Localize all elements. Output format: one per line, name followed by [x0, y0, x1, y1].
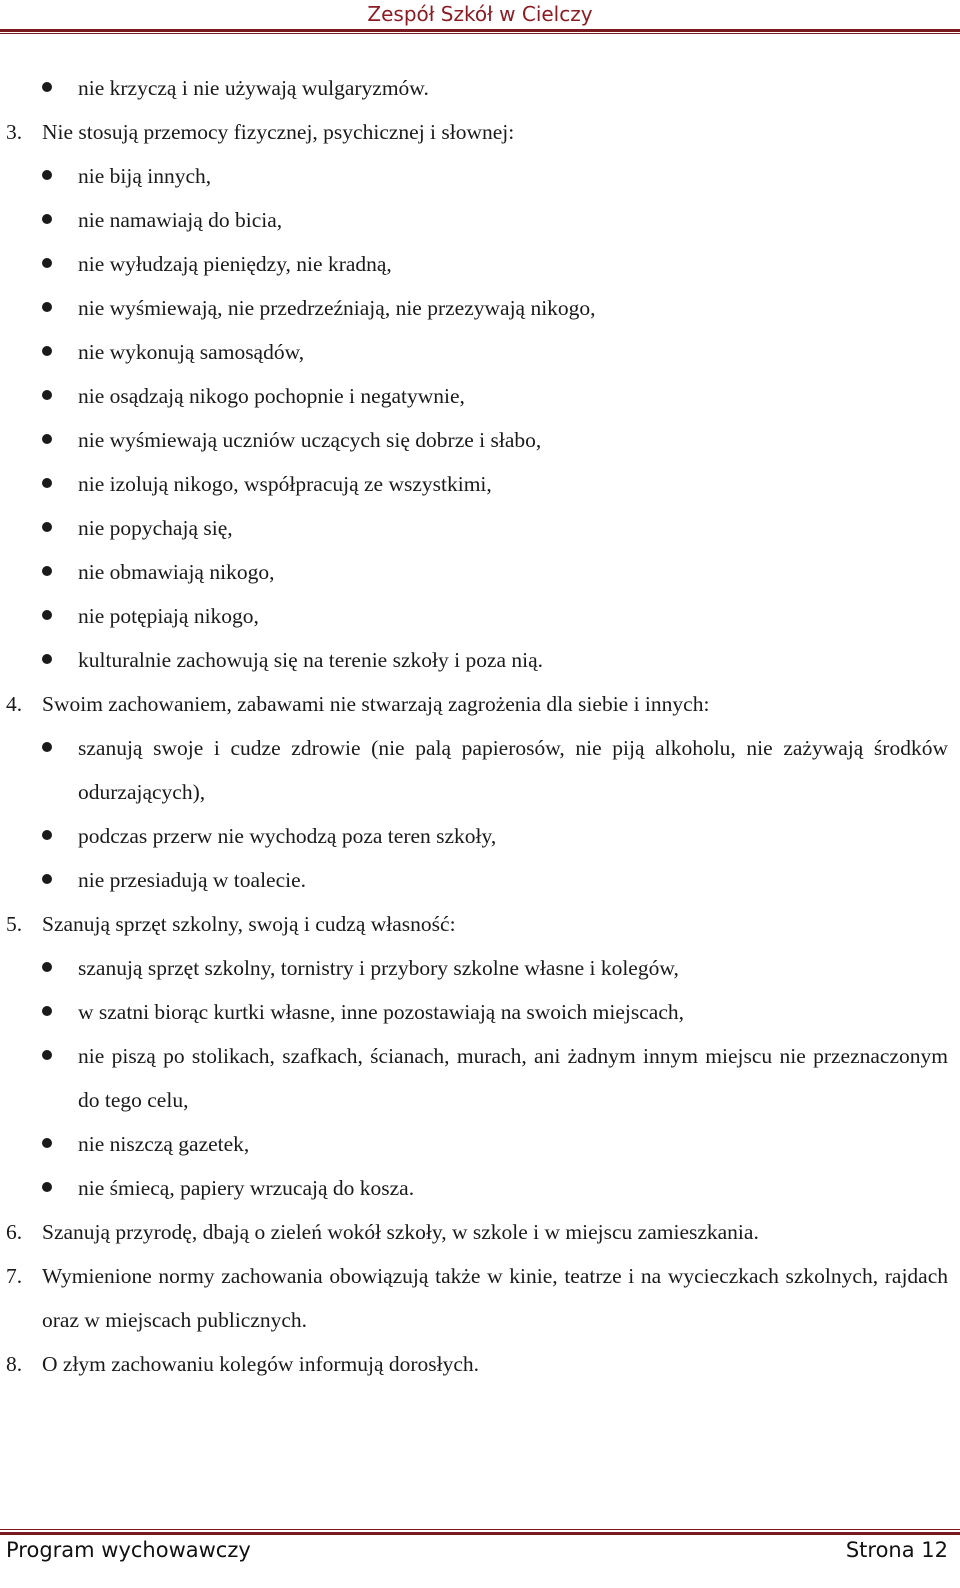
header-title: Zespół Szkół w Cielczy — [367, 2, 593, 26]
numbered-item-4 — [0, 682, 948, 726]
footer-rule — [0, 1532, 960, 1535]
list-item-text: nie krzyczą i nie używają wulgaryzmów. — [78, 76, 429, 100]
bullet-icon — [42, 566, 52, 576]
list-item — [0, 1034, 948, 1122]
item-number: 3. — [6, 120, 23, 144]
list-item — [0, 242, 948, 286]
list-item-text: podczas przerw nie wychodzą poza teren szkoły, — [78, 824, 497, 848]
numbered-item-text: Wymienione normy zachowania obowiązują także w kinie, teatrze i na wycieczkach szkolnych, rajdach oraz w miejscach publicznych. — [42, 1264, 948, 1332]
bullet-icon — [42, 434, 52, 444]
list-item-text: nie wyśmiewają, nie przedrzeźniają, nie przezywają nikogo, — [78, 296, 596, 320]
bullet-icon — [42, 654, 52, 664]
item-number: 8. — [6, 1352, 23, 1376]
list-item-text: nie niszczą gazetek, — [78, 1132, 250, 1156]
header-rule — [0, 29, 960, 32]
list-item — [0, 638, 948, 682]
header-rule-thin — [0, 33, 960, 34]
numbered-item-5 — [0, 902, 948, 946]
list-item-text: nie obmawiają nikogo, — [78, 560, 275, 584]
list-item — [0, 506, 948, 550]
bullet-icon — [42, 346, 52, 356]
list-item — [0, 990, 948, 1034]
list-item-text: nie namawiają do bicia, — [78, 208, 283, 232]
list-item — [0, 550, 948, 594]
list-item-text: nie wyśmiewają uczniów uczących się dobrze i słabo, — [78, 428, 542, 452]
bullet-icon — [42, 478, 52, 488]
bullet-icon — [42, 1006, 52, 1016]
list-item-text: nie śmiecą, papiery wrzucają do kosza. — [78, 1176, 415, 1200]
item-number: 7. — [6, 1264, 23, 1288]
list-item-text: szanują sprzęt szkolny, tornistry i przybory szkolne własne i kolegów, — [78, 956, 679, 980]
footer-document-title: Program wychowawczy — [6, 1538, 251, 1562]
list-item — [0, 726, 948, 814]
bullet-icon — [42, 830, 52, 840]
list-item — [0, 154, 948, 198]
list-item — [0, 858, 948, 902]
numbered-item-3 — [0, 110, 948, 154]
list-item-text: nie wyłudzają pieniędzy, nie kradną, — [78, 252, 392, 276]
list-item — [0, 286, 948, 330]
list-item — [0, 198, 948, 242]
list-item — [0, 594, 948, 638]
list-item — [0, 1122, 948, 1166]
list-item — [0, 66, 948, 110]
list-item-text: w szatni biorąc kurtki własne, inne pozostawiają na swoich miejscach, — [78, 1000, 684, 1024]
list-item-text: nie biją innych, — [78, 164, 212, 188]
list-item-text: nie przesiadują w toalecie. — [78, 868, 307, 892]
list-item-text: nie popychają się, — [78, 516, 233, 540]
list-item-text: nie potępiają nikogo, — [78, 604, 259, 628]
list-item-text: nie wykonują samosądów, — [78, 340, 305, 364]
list-item-text: kulturalnie zachowują się na terenie szkoły i poza nią. — [78, 648, 544, 672]
bullet-icon — [42, 170, 52, 180]
bullet-icon — [42, 1182, 52, 1192]
list-item — [0, 814, 948, 858]
list-item-text: szanują swoje i cudze zdrowie (nie palą papierosów, nie piją alkoholu, nie zażywają środków odurzających), — [78, 736, 948, 804]
bullet-icon — [42, 302, 52, 312]
page-header — [0, 0, 960, 34]
list-item — [0, 330, 948, 374]
numbered-item-7 — [0, 1254, 948, 1342]
list-item — [0, 374, 948, 418]
item-number: 4. — [6, 692, 23, 716]
list-item-text: nie osądzają nikogo pochopnie i negatywnie, — [78, 384, 465, 408]
numbered-item-text: O złym zachowaniu kolegów informują dorosłych. — [42, 1352, 480, 1376]
item-number: 5. — [6, 912, 23, 936]
numbered-item-6 — [0, 1210, 948, 1254]
bullet-icon — [42, 610, 52, 620]
bullet-icon — [42, 258, 52, 268]
numbered-item-text: Nie stosują przemocy fizycznej, psychicznej i słownej: — [42, 120, 515, 144]
bullet-icon — [42, 1050, 52, 1060]
bullet-icon — [42, 742, 52, 752]
bullet-icon — [42, 962, 52, 972]
footer-rule-thin — [0, 1529, 960, 1530]
list-item — [0, 462, 948, 506]
bullet-icon — [42, 82, 52, 92]
footer-page-number: Strona 12 — [845, 1538, 948, 1562]
numbered-item-text: Szanują przyrodę, dbają o zieleń wokół szkoły, w szkole i w miejscu zamieszkania. — [42, 1220, 759, 1244]
document-body — [0, 66, 948, 1386]
list-item-text: nie piszą po stolikach, szafkach, ścianach, murach, ani żadnym innym miejscu nie przeznaczonym do tego celu, — [78, 1044, 948, 1112]
list-item — [0, 946, 948, 990]
numbered-item-8 — [0, 1342, 948, 1386]
bullet-icon — [42, 874, 52, 884]
list-item — [0, 1166, 948, 1210]
list-item — [0, 418, 948, 462]
bullet-icon — [42, 214, 52, 224]
bullet-icon — [42, 522, 52, 532]
bullet-icon — [42, 1138, 52, 1148]
item-number: 6. — [6, 1220, 23, 1244]
numbered-item-text: Szanują sprzęt szkolny, swoją i cudzą własność: — [42, 912, 456, 936]
list-item-text: nie izolują nikogo, współpracują ze wszystkimi, — [78, 472, 492, 496]
bullet-icon — [42, 390, 52, 400]
numbered-item-text: Swoim zachowaniem, zabawami nie stwarzają zagrożenia dla siebie i innych: — [42, 692, 710, 716]
